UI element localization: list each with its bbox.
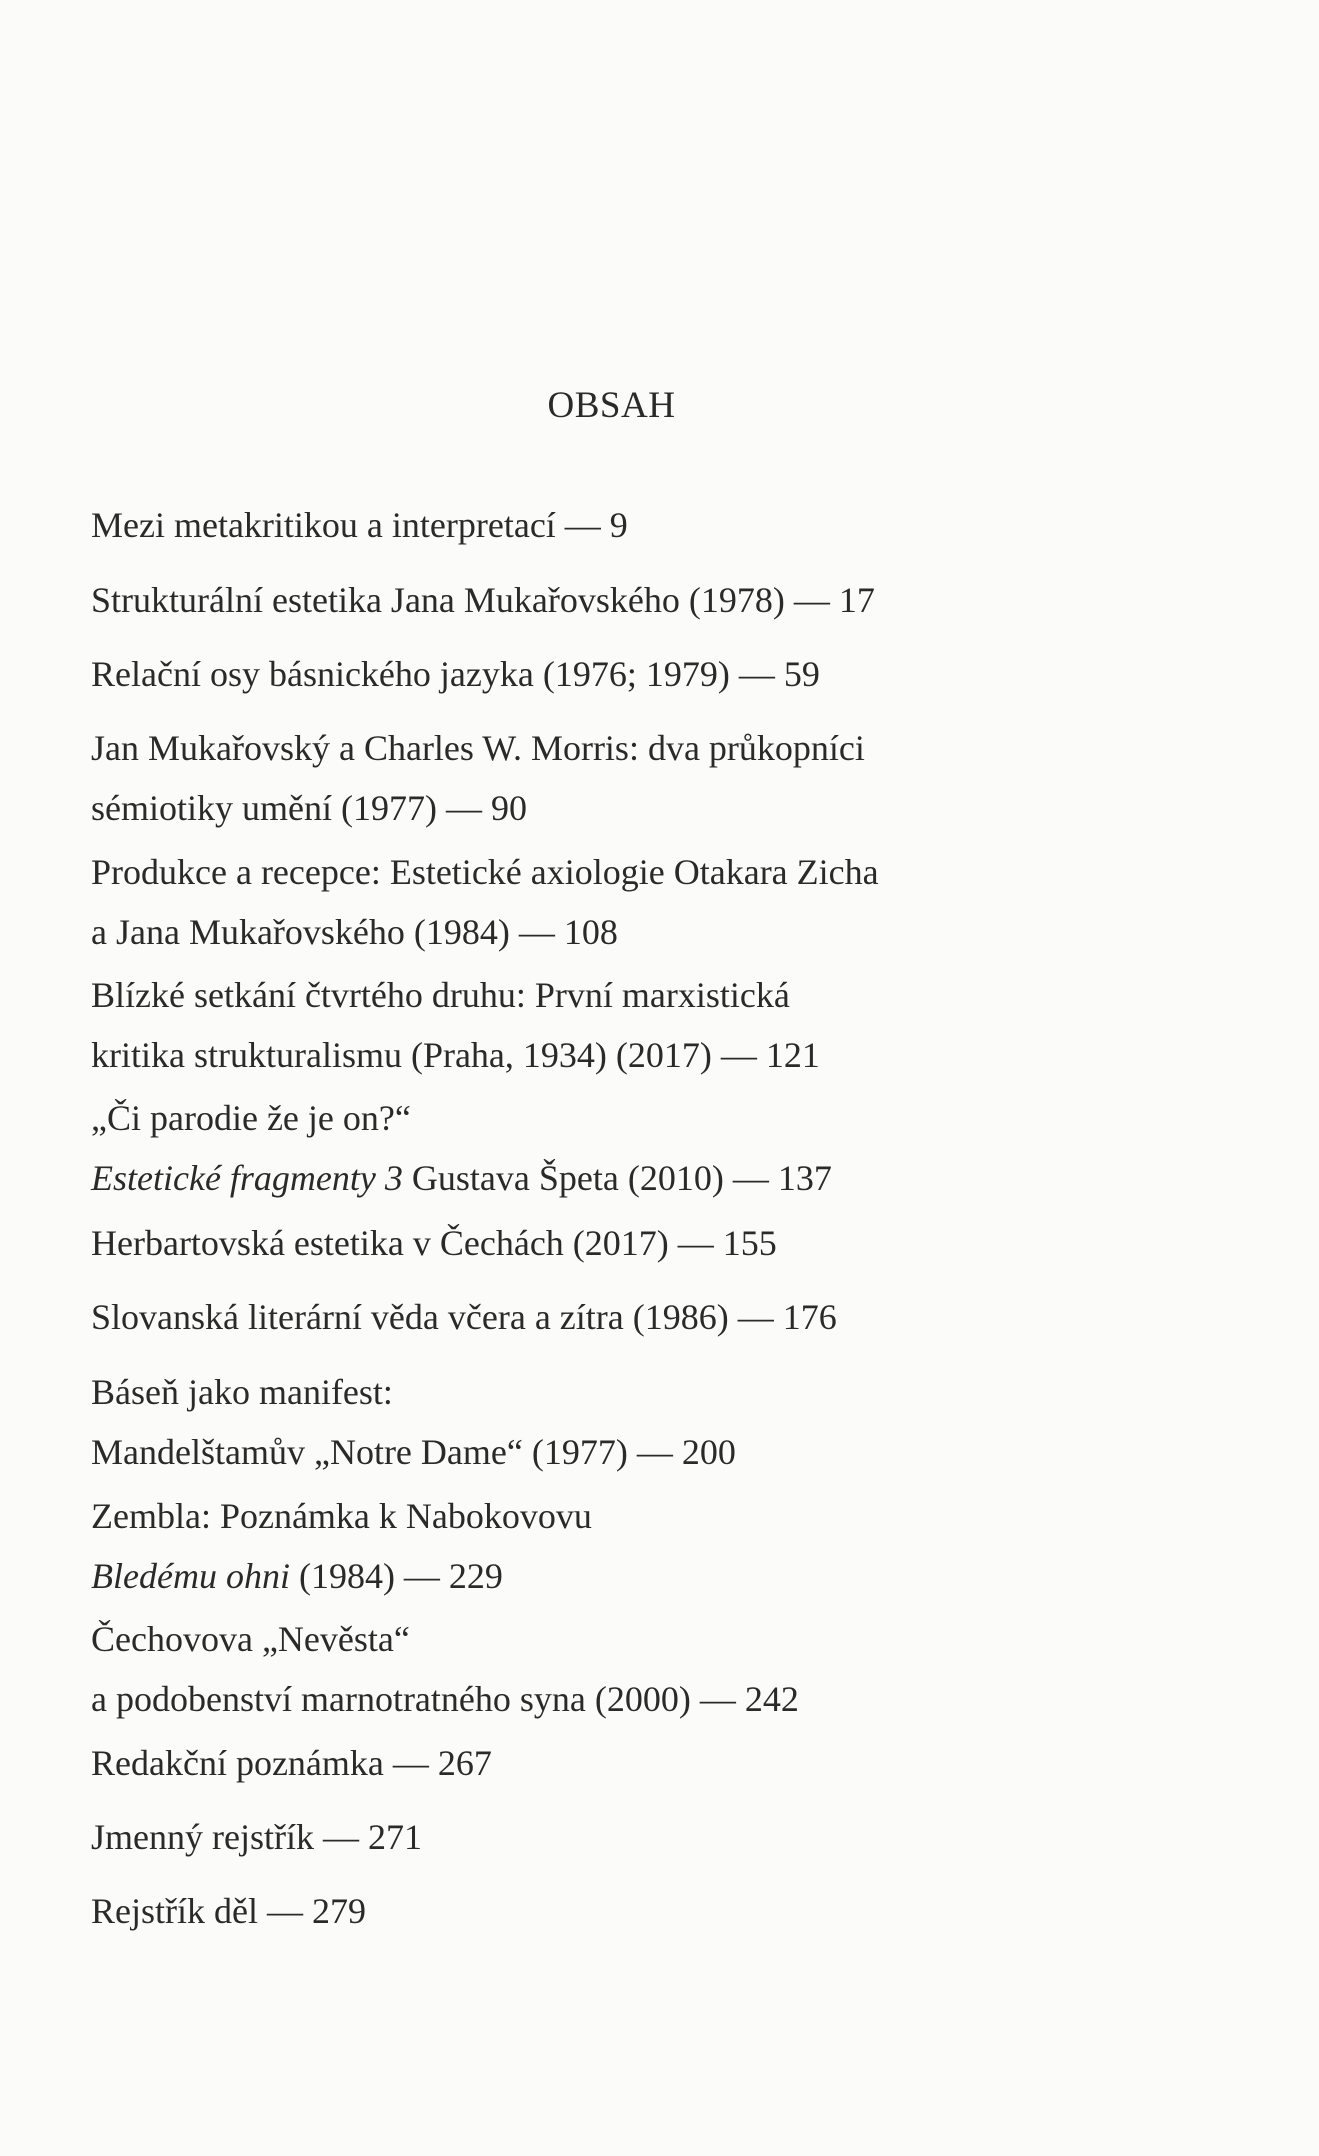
toc-entry-line: Čechovova „Nevěsta“	[91, 1619, 410, 1659]
toc-entry	[91, 1213, 777, 1273]
toc-entry-line: a Jana Mukařovského (1984) — 108	[91, 912, 618, 952]
toc-entry-italic-title: Bledému ohni	[91, 1556, 290, 1596]
toc-entry-line: Mandelštamův „Notre Dame“ (1977) — 200	[91, 1432, 736, 1472]
toc-entry-line: a podobenství marnotratného syna (2000) — 242	[91, 1679, 799, 1719]
toc-entry-line: Jan Mukařovský a Charles W. Morris: dva průkopníci	[91, 728, 865, 768]
toc-entry	[91, 1287, 837, 1347]
toc-entry-line: sémiotiky umění (1977) — 90	[91, 788, 527, 828]
toc-entry-line: Redakční poznámka — 267	[91, 1743, 492, 1783]
toc-entry	[91, 495, 628, 555]
toc-entry-line: Strukturální estetika Jana Mukařovského (1978) — 17	[91, 580, 875, 620]
toc-entry	[91, 842, 879, 962]
toc-entry-line: kritika strukturalismu (Praha, 1934) (2017) — 121	[91, 1035, 820, 1075]
toc-entry	[91, 1881, 366, 1941]
toc-entry-line: Mezi metakritikou a interpretací — 9	[91, 505, 628, 545]
toc-entry-line: Produkce a recepce: Estetické axiologie Otakara Zicha	[91, 852, 879, 892]
toc-entry	[91, 1088, 832, 1208]
toc-entry-line: Slovanská literární věda včera a zítra (1986) — 176	[91, 1297, 837, 1337]
toc-entry	[91, 1733, 492, 1793]
toc-entry-line	[91, 1148, 832, 1208]
toc-entry-line: Báseň jako manifest:	[91, 1372, 393, 1412]
toc-entry	[91, 965, 820, 1085]
toc-entry	[91, 718, 865, 838]
toc-entry-line-rest: Gustava Špeta (2010) — 137	[402, 1158, 832, 1198]
toc-entry	[91, 1486, 592, 1606]
toc-entry-line	[91, 1546, 592, 1606]
toc-entry	[91, 1807, 422, 1867]
toc-entry	[91, 1362, 736, 1482]
toc-entry-line: Rejstřík děl — 279	[91, 1891, 366, 1931]
toc-entry-line: Herbartovská estetika v Čechách (2017) — 155	[91, 1223, 777, 1263]
toc-entry	[91, 644, 820, 704]
toc-entry-line: Relační osy básnického jazyka (1976; 1979) — 59	[91, 654, 820, 694]
toc-entry-line: Jmenný rejstřík — 271	[91, 1817, 422, 1857]
toc-entry	[91, 1609, 799, 1729]
toc-entry-line: Blízké setkání čtvrtého druhu: První marxistická	[91, 975, 790, 1015]
toc-entry-line: „Či parodie že je on?“	[91, 1098, 411, 1138]
toc-entry-italic-title: Estetické fragmenty 3	[91, 1158, 403, 1198]
toc-entry-line: Zembla: Poznámka k Nabokovovu	[91, 1496, 592, 1536]
toc-entry-line-rest: (1984) — 229	[289, 1556, 503, 1596]
toc-entry	[91, 570, 875, 630]
page-title: OBSAH	[547, 385, 676, 426]
